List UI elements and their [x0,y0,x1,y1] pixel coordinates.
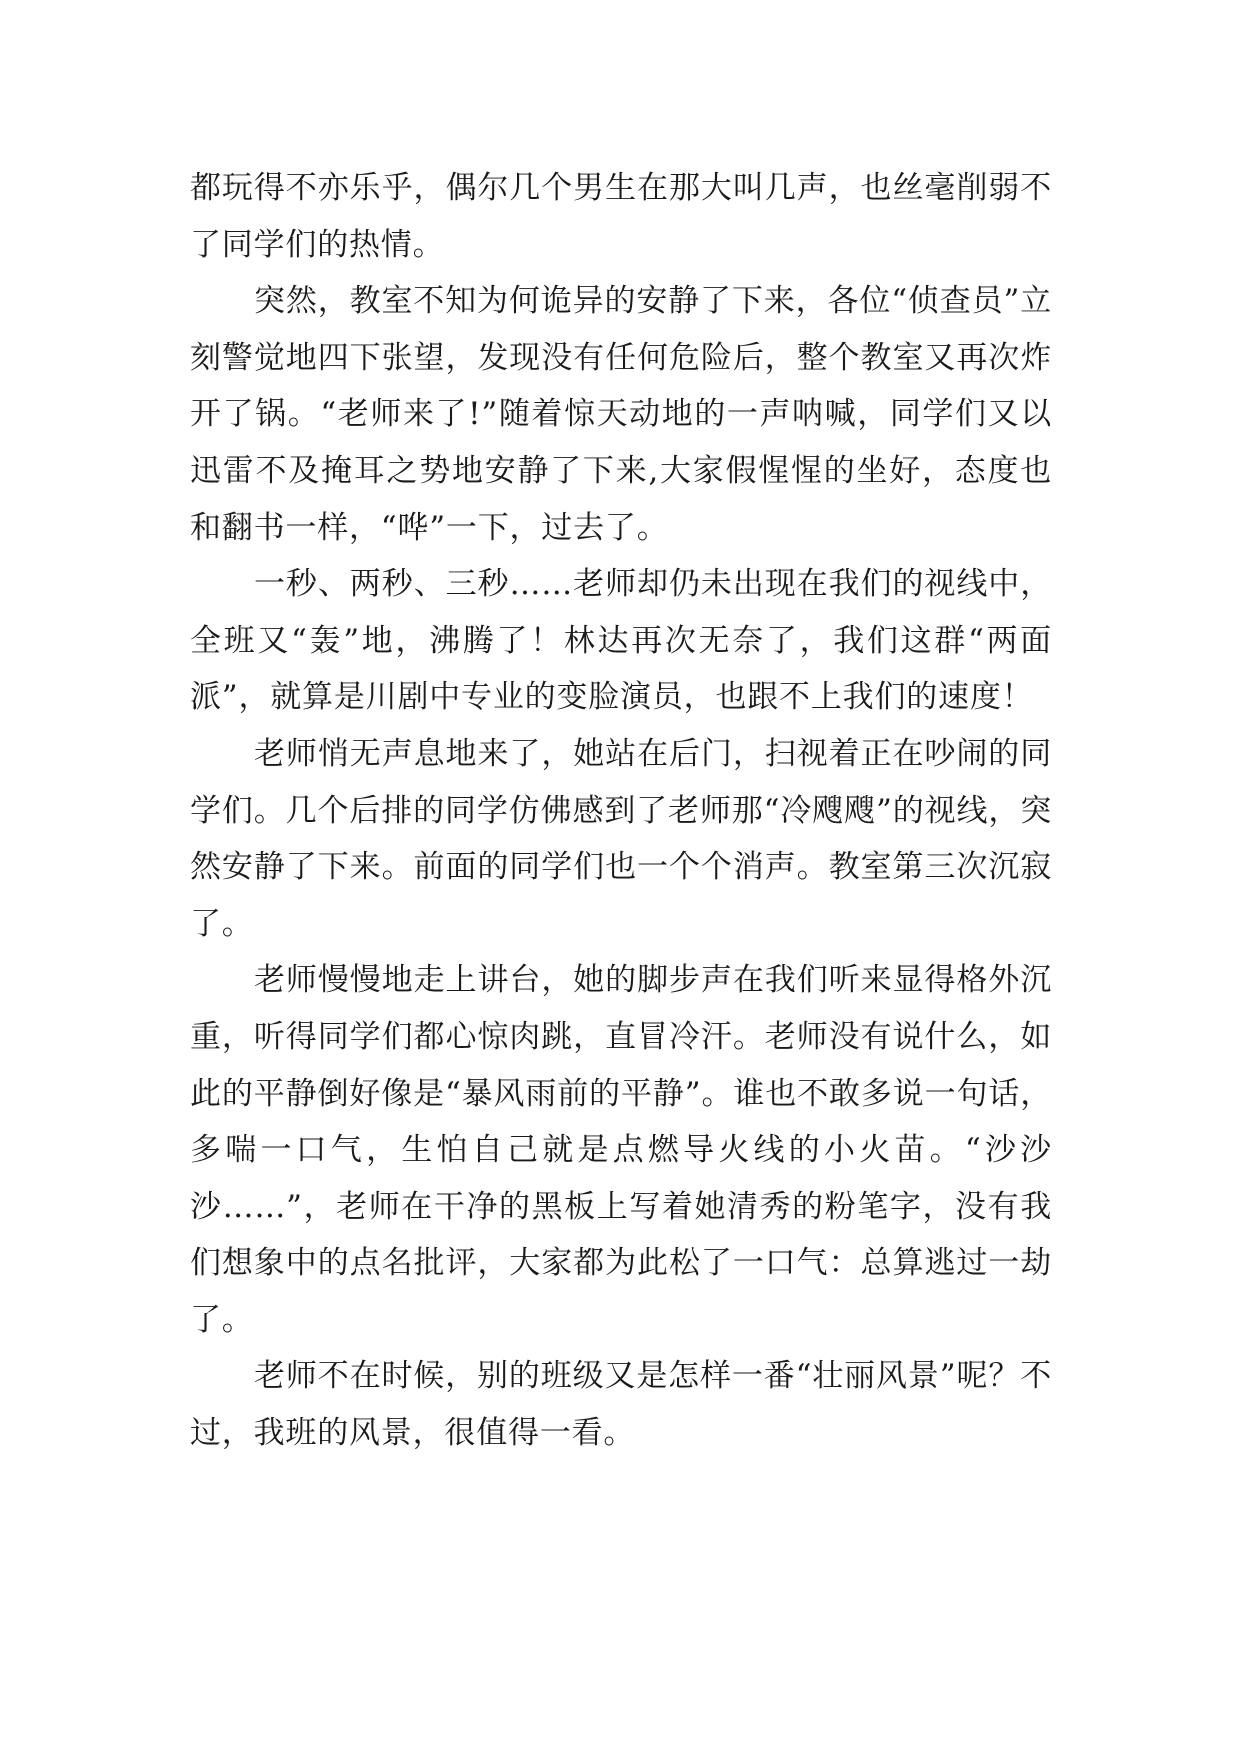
paragraph-2: 突然，教室不知为何诡异的安静了下来，各位“侦查员”立刻警觉地四下张望，发现没有任何危险后，整个教室又再次炸开了锅。“老师来了!”随着惊天动地的一声呐喊，同学们又以迅雷不及掩耳之势地安静了下来,大家假惺惺的坐好，态度也和翻书一样，“哗”一下，过去了。 [190,283,1052,546]
paragraph-4: 老师悄无声息地来了，她站在后门，扫视着正在吵闹的同学们。几个后排的同学仿佛感到了老师那“冷飕飕”的视线，突然安静了下来。前面的同学们也一个个消声。教室第三次沉寂了。 [190,735,1052,942]
paragraph-5: 老师慢慢地走上讲台，她的脚步声在我们听来显得格外沉重，听得同学们都心惊肉跳，直冒冷汗。老师没有说什么，如此的平静倒好像是“暴风雨前的平静”。谁也不敢多说一句话，多喘一口气，生怕自己就是点燃导火线的小火苗。“沙沙沙……”，老师在干净的黑板上写着她清秀的粉笔字，没有我们想象中的点名批评，大家都为此松了一口气：总算逃过一劫了。 [190,962,1052,1338]
paragraph-1: 都玩得不亦乐乎，偶尔几个男生在那大叫几声，也丝毫削弱不了同学们的热情。 [190,170,1052,263]
paragraph-6: 老师不在时候，别的班级又是怎样一番“壮丽风景”呢？不过，我班的风景，很值得一看。 [190,1358,1052,1452]
document-body [190,160,1052,1462]
paragraph-3: 一秒、两秒、三秒……老师却仍未出现在我们的视线中，全班又“轰”地，沸腾了！林达再次无奈了，我们这群“两面派”，就算是川剧中专业的变脸演员，也跟不上我们的速度！ [190,566,1052,716]
